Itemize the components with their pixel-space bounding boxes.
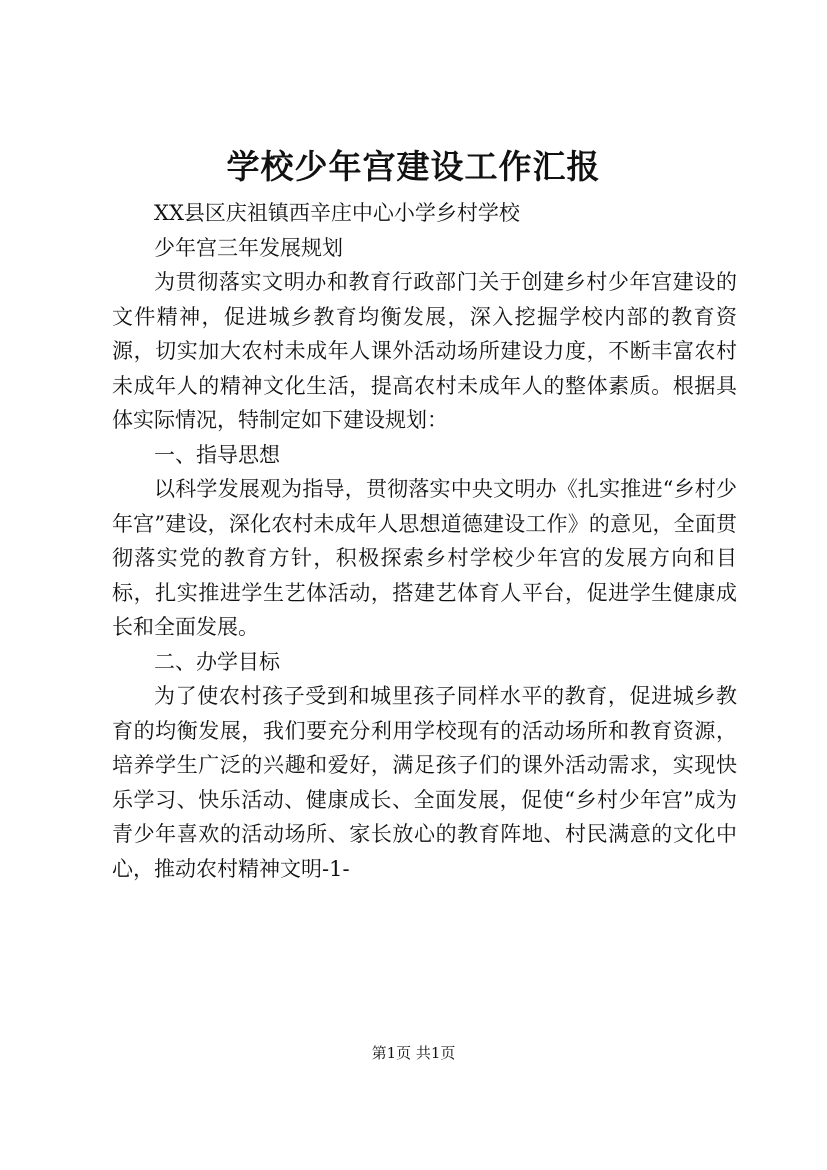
document-body [112, 196, 737, 886]
paragraph-school-goals: 为了使农村孩子受到和城里孩子同样水平的教育，促进城乡教育的均衡发展，我们要充分利用学校现有的活动场所和教育资源，培养学生广泛的兴趣和爱好，满足孩子们的课外活动需求，实现快乐学习、快乐活动、健康成长、全面发展，促使“乡村少年宫”成为青少年喜欢的活动场所、家长放心的教育阵地、村民满意的文化中心，推动农村精神文明-1- [112, 684, 737, 881]
paragraph-school-name: XX县区庆祖镇西辛庄中心小学乡村学校 [154, 201, 520, 225]
document-title: 学校少年宫建设工作汇报 [226, 147, 601, 186]
paragraph-guiding-ideology: 以科学发展观为指导，贯彻落实中央文明办《扎实推进“乡村少年宫”建设，深化农村未成年人思想道德建设工作》的意见，全面贯彻落实党的教育方针，积极探索乡村学校少年宫的发展方向和目标，扎实推进学生艺体活动，搭建艺体育人平台，促进学生健康成长和全面发展。 [112, 477, 737, 639]
heading-school-goals: 二、办学目标 [154, 649, 280, 674]
heading-guiding-ideology: 一、指导思想 [154, 442, 280, 467]
page-footer: 第1页 共1页 [371, 1044, 456, 1062]
paragraph-plan-title: 少年宫三年发展规划 [154, 235, 343, 260]
paragraph-intro: 为贯彻落实文明办和教育行政部门关于创建乡村少年宫建设的文件精神，促进城乡教育均衡发展，深入挖掘学校内部的教育资源，切实加大农村未成年人课外活动场所建设力度，不断丰富农村未成年人的精神文化生活，提高农村未成年人的整体素质。根据具体实际情况，特制定如下建设规划： [112, 270, 737, 432]
